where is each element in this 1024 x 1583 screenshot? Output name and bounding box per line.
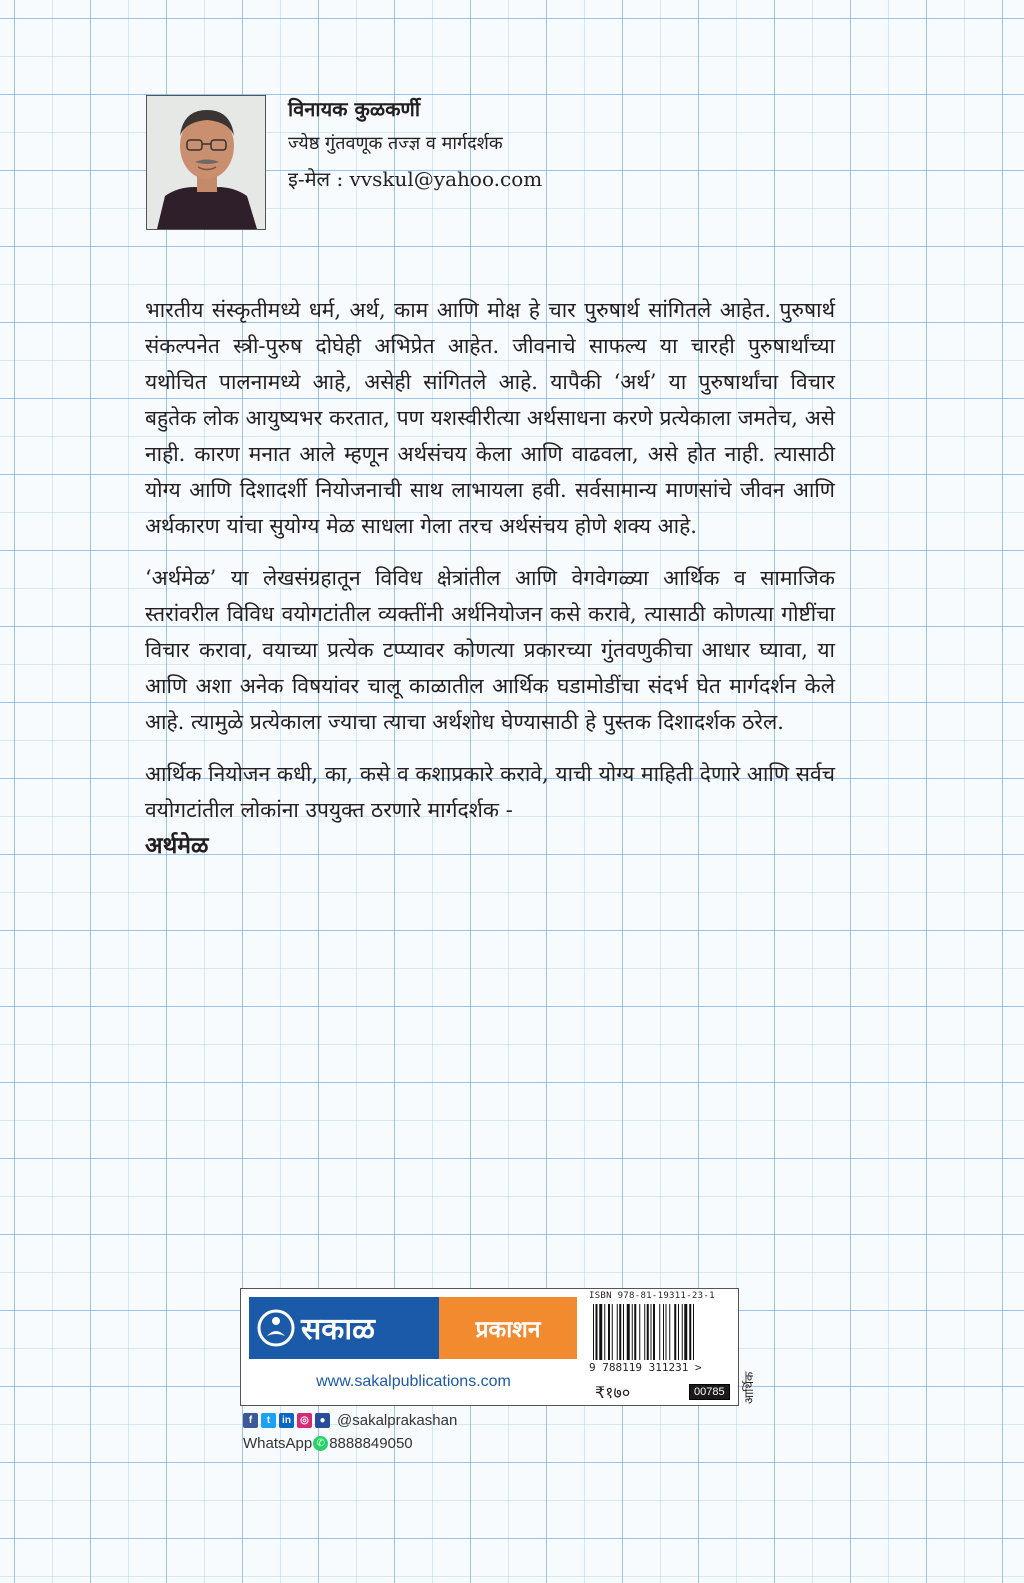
whatsapp-number[interactable]: 8888849050 (329, 1434, 413, 1452)
category-label: आर्थिक (742, 1371, 756, 1404)
author-photo (146, 95, 266, 230)
social-row (243, 1410, 457, 1430)
book-blurb (145, 292, 835, 864)
barcode-digits: 9 788119 311231 > (589, 1361, 702, 1374)
whatsapp-label: WhatsApp (243, 1434, 313, 1452)
barcode-box (585, 1288, 739, 1406)
publisher-box (240, 1288, 587, 1406)
whatsapp-icon[interactable]: ✆ (313, 1436, 328, 1451)
instagram-icon[interactable]: ◎ (297, 1413, 312, 1428)
blurb-paragraph-3: आर्थिक नियोजन कधी, का, कसे व कशाप्रकारे करावे, याची योग्य माहिती देणारे आणि सर्वच वयोगटांतील लोकांना उपयुक्त ठरणारे मार्गदर्शक - (145, 762, 835, 822)
product-code-badge: 00785 (689, 1384, 730, 1400)
isbn: ISBN 978-81-19311-23-1 (589, 1291, 715, 1301)
author-role: ज्येष्ठ गुंतवणूक तज्ज्ञ व मार्गदर्शक (288, 133, 503, 154)
facebook-icon[interactable]: f (243, 1413, 258, 1428)
social-handle[interactable]: @sakalprakashan (337, 1411, 458, 1429)
koo-icon[interactable]: ● (315, 1413, 330, 1428)
social-links (243, 1410, 543, 1456)
author-name: विनायक कुळकर्णी (288, 97, 421, 121)
publisher-name: सकाळ (301, 1312, 375, 1347)
blurb-paragraph-2: ‘अर्थमेळ’ या लेखसंग्रहातून विविध क्षेत्रांतील आणि वेगवेगळ्या आर्थिक व सामाजिक स्तरांवरील विविध वयोगटांतील व्यक्तींनी अर्थनियोजन कसे करावे, त्यासाठी कोणत्या गोष्टींचा विचार करावा, वयाच्या प्रत्येक टप्प्यावर कोणत्या प्रकारच्या गुंतवणुकीचा आधार घ्यावा, या आणि अशा अनेक विषयांवर चालू काळातील आर्थिक घडामोडींचा संदर्भ घेत मार्गदर्शन केले आहे. त्यामुळे प्रत्येकाला ज्याचा त्याचा अर्थशोध घेण्यासाठी हे पुस्तक दिशादर्शक ठरेल. (145, 566, 835, 734)
publisher-logo-main (249, 1297, 439, 1359)
price: ₹१७० (595, 1383, 631, 1402)
linkedin-icon[interactable]: in (279, 1413, 294, 1428)
book-title: अर्थमेळ (145, 833, 209, 859)
whatsapp-row (243, 1433, 413, 1453)
publisher-emblem-icon (257, 1308, 295, 1352)
author-email: इ-मेल : vvskul@yahoo.com (288, 167, 543, 191)
twitter-icon[interactable]: t (261, 1413, 276, 1428)
publisher-url[interactable]: www.sakalpublications.com (316, 1373, 511, 1390)
publisher-logo-sub (439, 1297, 577, 1359)
barcode-icon (593, 1304, 731, 1360)
author-block (146, 95, 666, 235)
publisher-subtitle: प्रकाशन (475, 1317, 541, 1343)
blurb-paragraph-1: भारतीय संस्कृतीमध्ये धर्म, अर्थ, काम आणि मोक्ष हे चार पुरुषार्थ सांगितले आहेत. पुरुषार्थ संकल्पनेत स्त्री-पुरुष दोघेही अभिप्रेत आहेत. जीवनाचे साफल्य या चारही पुरुषार्थांच्या यथोचित पालनामध्ये आहे, असेही सांगितले आहे. यापैकी ‘अर्थ’ या पुरुषार्थांचा विचार बहुतेक लोक आयुष्यभर करतात, पण यशस्वीरीत्या अर्थसाधना करणे प्रत्येकाला जमतेच, असे नाही. कारण मनात आले म्हणून अर्थसंचय केला आणि वाढवला, असे होत नाही. त्यासाठी योग्य आणि दिशादर्शी नियोजनाची साथ लाभायला हवी. सर्वसामान्य माणसांचे जीवन आणि अर्थकारण यांचा सुयोग्य मेळ साधला गेला तरच अर्थसंचय होणे शक्य आहे. (145, 298, 835, 538)
